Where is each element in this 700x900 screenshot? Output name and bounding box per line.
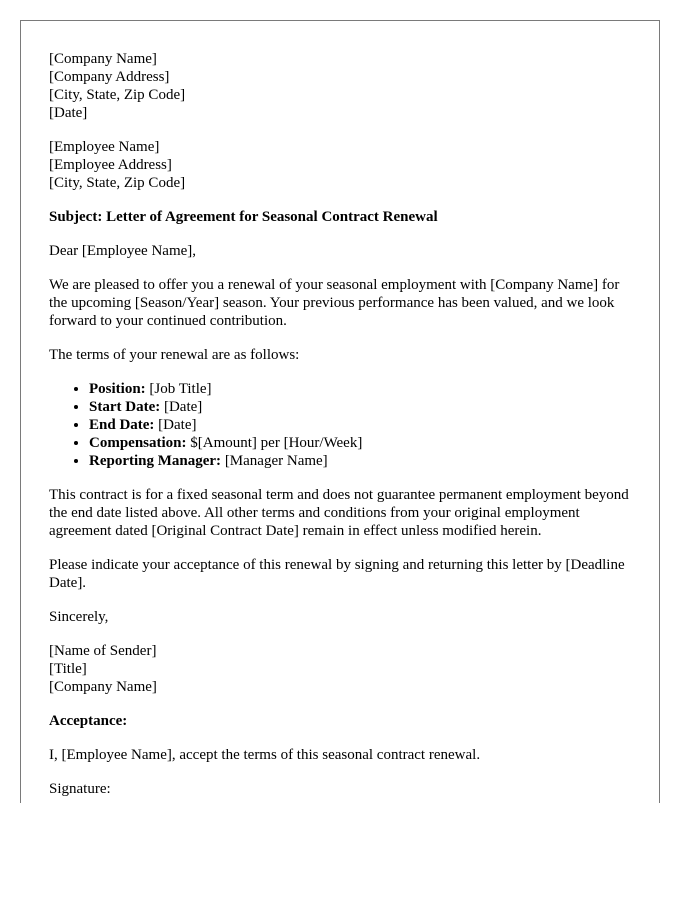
recipient-city-state-zip: [City, State, Zip Code] [49, 175, 186, 191]
recipient-employee-name: [Employee Name] [49, 139, 160, 155]
term-item-position [89, 380, 631, 398]
letter-content [21, 21, 659, 798]
term-label: Position: [89, 381, 146, 397]
term-value: [Date] [160, 399, 203, 415]
sender-company-address: [Company Address] [49, 69, 170, 85]
term-value: $[Amount] per [Hour/Week] [186, 435, 363, 451]
terms-list [49, 380, 631, 470]
term-value: [Manager Name] [221, 453, 328, 469]
sender-name: [Name of Sender] [49, 643, 157, 659]
letter-page [20, 20, 660, 803]
subject-line: Subject: Letter of Agreement for Seasonal Contract Renewal [49, 209, 438, 225]
term-value: [Job Title] [145, 381, 212, 397]
term-value: [Date] [154, 417, 197, 433]
term-label: Start Date: [89, 399, 161, 415]
acceptance-statement: I, [Employee Name], accept the terms of this seasonal contract renewal. [49, 747, 481, 763]
fixed-term-paragraph: This contract is for a fixed seasonal term and does not guarantee permanent employment beyond the end date listed above. All other terms and conditions from your original employment agreement dated [Original Contract Date] remain in effect unless modified herein. [49, 487, 629, 539]
signature-label: Signature: [49, 781, 111, 797]
sender-address-block [49, 50, 631, 122]
acceptance-heading: Acceptance: [49, 713, 128, 729]
letter-date: [Date] [49, 105, 88, 121]
signature-block [49, 642, 631, 696]
term-item-reporting-manager [89, 452, 631, 470]
sender-company: [Company Name] [49, 679, 157, 695]
term-label: End Date: [89, 417, 155, 433]
sender-title: [Title] [49, 661, 87, 677]
recipient-employee-address: [Employee Address] [49, 157, 172, 173]
salutation: Dear [Employee Name], [49, 243, 197, 259]
recipient-address-block [49, 138, 631, 192]
terms-intro-paragraph: The terms of your renewal are as follows: [49, 347, 300, 363]
sender-company-name: [Company Name] [49, 51, 157, 67]
term-item-end-date [89, 416, 631, 434]
acceptance-request-paragraph: Please indicate your acceptance of this renewal by signing and returning this letter by [Deadline Date]. [49, 557, 625, 591]
intro-paragraph: We are pleased to offer you a renewal of your seasonal employment with [Company Name] for the upcoming [Season/Year] season. Your previous performance has been valued, and we look forward to your continued contribution. [49, 277, 620, 329]
term-item-compensation [89, 434, 631, 452]
sender-city-state-zip: [City, State, Zip Code] [49, 87, 186, 103]
term-item-start-date [89, 398, 631, 416]
term-label: Reporting Manager: [89, 453, 222, 469]
closing: Sincerely, [49, 609, 109, 625]
term-label: Compensation: [89, 435, 187, 451]
